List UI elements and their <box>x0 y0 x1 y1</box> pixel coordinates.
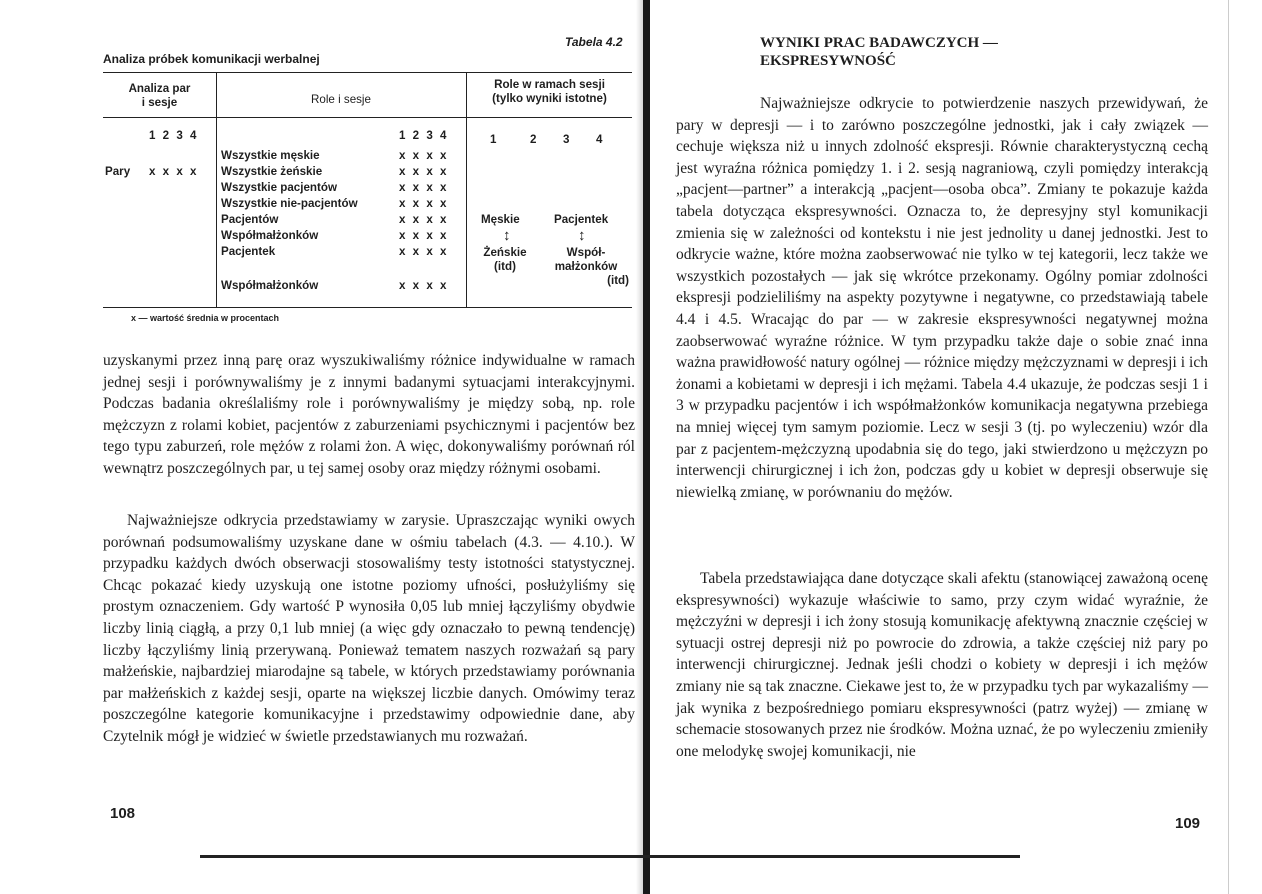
body-paragraph: uzyskanymi przez inną parę oraz wyszukiwaliśmy różnice indywidualne w ramach jednej sesji i porównywaliśmy je z innymi badanymi sytuacjami interakcyjnymi. Podczas badania określaliśmy role i porównywaliśmy je między sobą, np. role mężczyzn z rolami kobiet, pacjentów z zaburzeniami psychicznymi i pacjentów bez tego typu zaburzeń, role mężów z rolami żon. A więc, dokonywaliśmy porównań ról wewnątrz poszczególnych par, u tej samej osoby oraz między różnymi osobami. <box>103 352 635 477</box>
role-marks: x x x x <box>399 229 449 242</box>
role-label: Współmałżonków <box>221 229 319 242</box>
role-label: Współmałżonków <box>221 279 319 292</box>
col1-header-line: Analiza par <box>128 82 191 95</box>
col3-header-line: (tylko wyniki istotne) <box>492 92 607 105</box>
col1-row-marks: x x x x <box>149 165 199 178</box>
col3-header-line: Role w ramach sesji <box>494 78 605 91</box>
role-row <box>221 197 465 213</box>
role-row <box>221 149 465 165</box>
data-table <box>103 72 632 308</box>
role-label: Wszystkie pacjentów <box>221 181 337 194</box>
role-label: Wszystkie męskie <box>221 149 320 162</box>
table-label: Tabela 4.2 <box>565 35 623 49</box>
table-title: Analiza próbek komunikacji werbalnej <box>103 52 320 66</box>
col3-number: 4 <box>596 133 603 146</box>
role-label: Pacjentów <box>221 213 279 226</box>
arrow-updown-icon: ↕ <box>503 227 511 244</box>
role-marks: x x x x <box>399 181 449 194</box>
col3-header <box>467 78 632 106</box>
role-marks: x x x x <box>399 165 449 178</box>
col3-right-bottom <box>543 246 629 288</box>
col3-number: 2 <box>530 133 537 146</box>
role-row <box>221 279 465 295</box>
role-row <box>221 229 465 245</box>
role-row <box>221 165 465 181</box>
col3-text-line: (itd) <box>494 260 516 273</box>
role-marks: x x x x <box>399 279 449 292</box>
table-column-divider <box>216 73 217 307</box>
col1-row-label: Pary <box>105 165 131 178</box>
book-spine <box>643 0 650 894</box>
role-label: Pacjentek <box>221 245 276 258</box>
col2-header: Role i sesje <box>311 93 371 106</box>
table-column-divider <box>466 73 467 307</box>
role-label: Wszystkie nie-pacjentów <box>221 197 358 210</box>
col1-session-numbers: 1 2 3 4 <box>149 129 199 142</box>
col3-text-line: małżonków <box>554 260 618 273</box>
col3-number: 3 <box>563 133 570 146</box>
role-label: Wszystkie żeńskie <box>221 165 323 178</box>
role-marks: x x x x <box>399 197 449 210</box>
body-paragraph <box>103 510 635 748</box>
col3-text-line: (itd) <box>607 274 629 287</box>
col1-header <box>103 82 216 110</box>
col1-header-line: i sesje <box>141 96 178 109</box>
table-footnote: x — wartość średnia w procentach <box>131 313 280 323</box>
col3-text-line: Współ- <box>566 246 606 259</box>
section-heading <box>760 34 998 70</box>
col3-left-bottom <box>475 246 535 274</box>
page-number: 109 <box>1175 815 1201 832</box>
body-paragraph <box>676 93 1208 503</box>
section-heading-line: WYNIKI PRAC BADAWCZYCH — <box>760 35 998 51</box>
role-row <box>221 245 465 261</box>
body-paragraph <box>676 568 1208 762</box>
page-number: 108 <box>110 805 136 822</box>
col3-number: 1 <box>490 133 497 146</box>
role-marks: x x x x <box>399 149 449 162</box>
section-heading-line: EKSPRESYWNOŚĆ <box>760 53 896 69</box>
col3-right-top: Pacjentek <box>554 213 609 226</box>
paragraph-text: Tabela przedstawiająca dane dotyczące skali afektu (stanowiącej zaważoną ocenę ekspresywności) wykazuje właściwie to samo, przy czym widać wyraźnie, że mężczyźni w depresji i ich żony stosują komunikację afektywną znacznie częściej w sytuacji ostrej depresji niż po powrocie do zdrowia, a także częściej niż pary po interwencji chirurgicznej. Jednak jeśli chodzi o kobiety w depresji i ich mężów zmiany nie są tak znaczne. Ciekawe jest to, że w przypadku tych par wykazaliśmy — jak wynika z bezpośredniego pomiaru ekspresywności (patrz wyżej) — zmianę w schemacie stosowanych przez nie środków. Można uznać, że po wyleczeniu zmieniły one melodykę swojej komunikacji, nie <box>676 570 1208 760</box>
role-row <box>221 181 465 197</box>
role-rows <box>221 149 465 295</box>
table-header-rule <box>103 117 632 118</box>
paragraph-text: Najważniejsze odkrycia przedstawiamy w zarysie. Upraszczając wyniki owych porównań podsumowaliśmy uzyskane dane w ośmiu tabelach (4.3. — 4.10.). W przypadku każdych dwóch obserwacji stosowaliśmy testy istotności statystycznej. Chcąc pokazać kiedy uzyskują one istotne poziomy ufności, posłużyliśmy się prostym oznaczeniem. Gdy wartość P wynosiła 0,05 lub mniej łączyliśmy obydwie liczby linią ciągłą, a przy 0,1 lub mniej (a więc gdy oznaczało to pewną tendencję) liczby łączyliśmy linią przerywaną. Ponieważ tematem naszych rozważań są pary małżeńskie, najbardziej miarodajne są tabele, w których przedstawiamy porównania par małżeńskich z każdej sesji, oparte na większej liczbie danych. Omówimy teraz poszczególne kategorie komunikacyjne i przedstawimy odpowiednie dane, aby Czytelnik mógł je widzieć w świetle przedstawianych mu rozważań. <box>103 512 635 745</box>
role-row <box>221 213 465 229</box>
role-marks: x x x x <box>399 245 449 258</box>
page-edge-line <box>1228 0 1229 894</box>
col3-text-line: Żeńskie <box>483 246 527 259</box>
col3-left-top: Męskie <box>481 213 520 226</box>
col2-session-numbers: 1 2 3 4 <box>399 129 449 142</box>
paragraph-text: Najważniejsze odkrycie to potwierdzenie naszych przewidywań, że pary w depresji — i to zarówno poszczególne jednostki, jak i cały związek — cechuje większa niż u innych zdolność ekspresji. Równie charakterystyczną cechą jest wyraźna różnica pomiędzy 1. i 2. sesją nagraniową, czyli pomiędzy interakcją „pacjent—partner” a interakcją „pacjent—osoba obca”. Zmiany te pokazuje każda tabela dotycząca ekspresywności. Oznacza to, że depresyjny styl komunikacji zmienia się w zależności od kontekstu i nie jest jednolity u danej jednostki. Jest to odkrycie ważne, które można zaobserwować nie tylko w tej kategorii, lecz także we wszystkich pozostałych — jak się wkrótce przekonamy. Ogólny pomiar zdolności ekspresji podzieliliśmy na aspekty pozytywne i negatywne, co przedstawiają tabele 4.4 i 4.5. Wracając do par — w zakresie ekspresywności negatywnej można zaobserwować wyraźne różnice. W tym przypadku także daje o sobie znać inna ważna prawidłowość natury ogólnej — różnice między mężczyznami w depresji i ich żonami a kobietami w depresji i ich mężami. Tabela 4.4 ukazuje, że podczas sesji 1 i 3 w przypadku pacjentów i ich współmałżonków komunikacja negatywna przebiega na mniej więcej tym samym poziomie. Lecz w sesji 3 (tj. po wyleczeniu) wzór dla par z pacjentem-mężczyzną upodabnia się do tego, jaki stwierdzono u mężczyzn po interwencji chirurgicznej i ich żon, podczas gdy u kobiet w depresji obserwuje się niewielką zmianę, w porównaniu do mężów. <box>676 95 1208 501</box>
role-marks: x x x x <box>399 213 449 226</box>
arrow-updown-icon: ↕ <box>578 227 586 244</box>
